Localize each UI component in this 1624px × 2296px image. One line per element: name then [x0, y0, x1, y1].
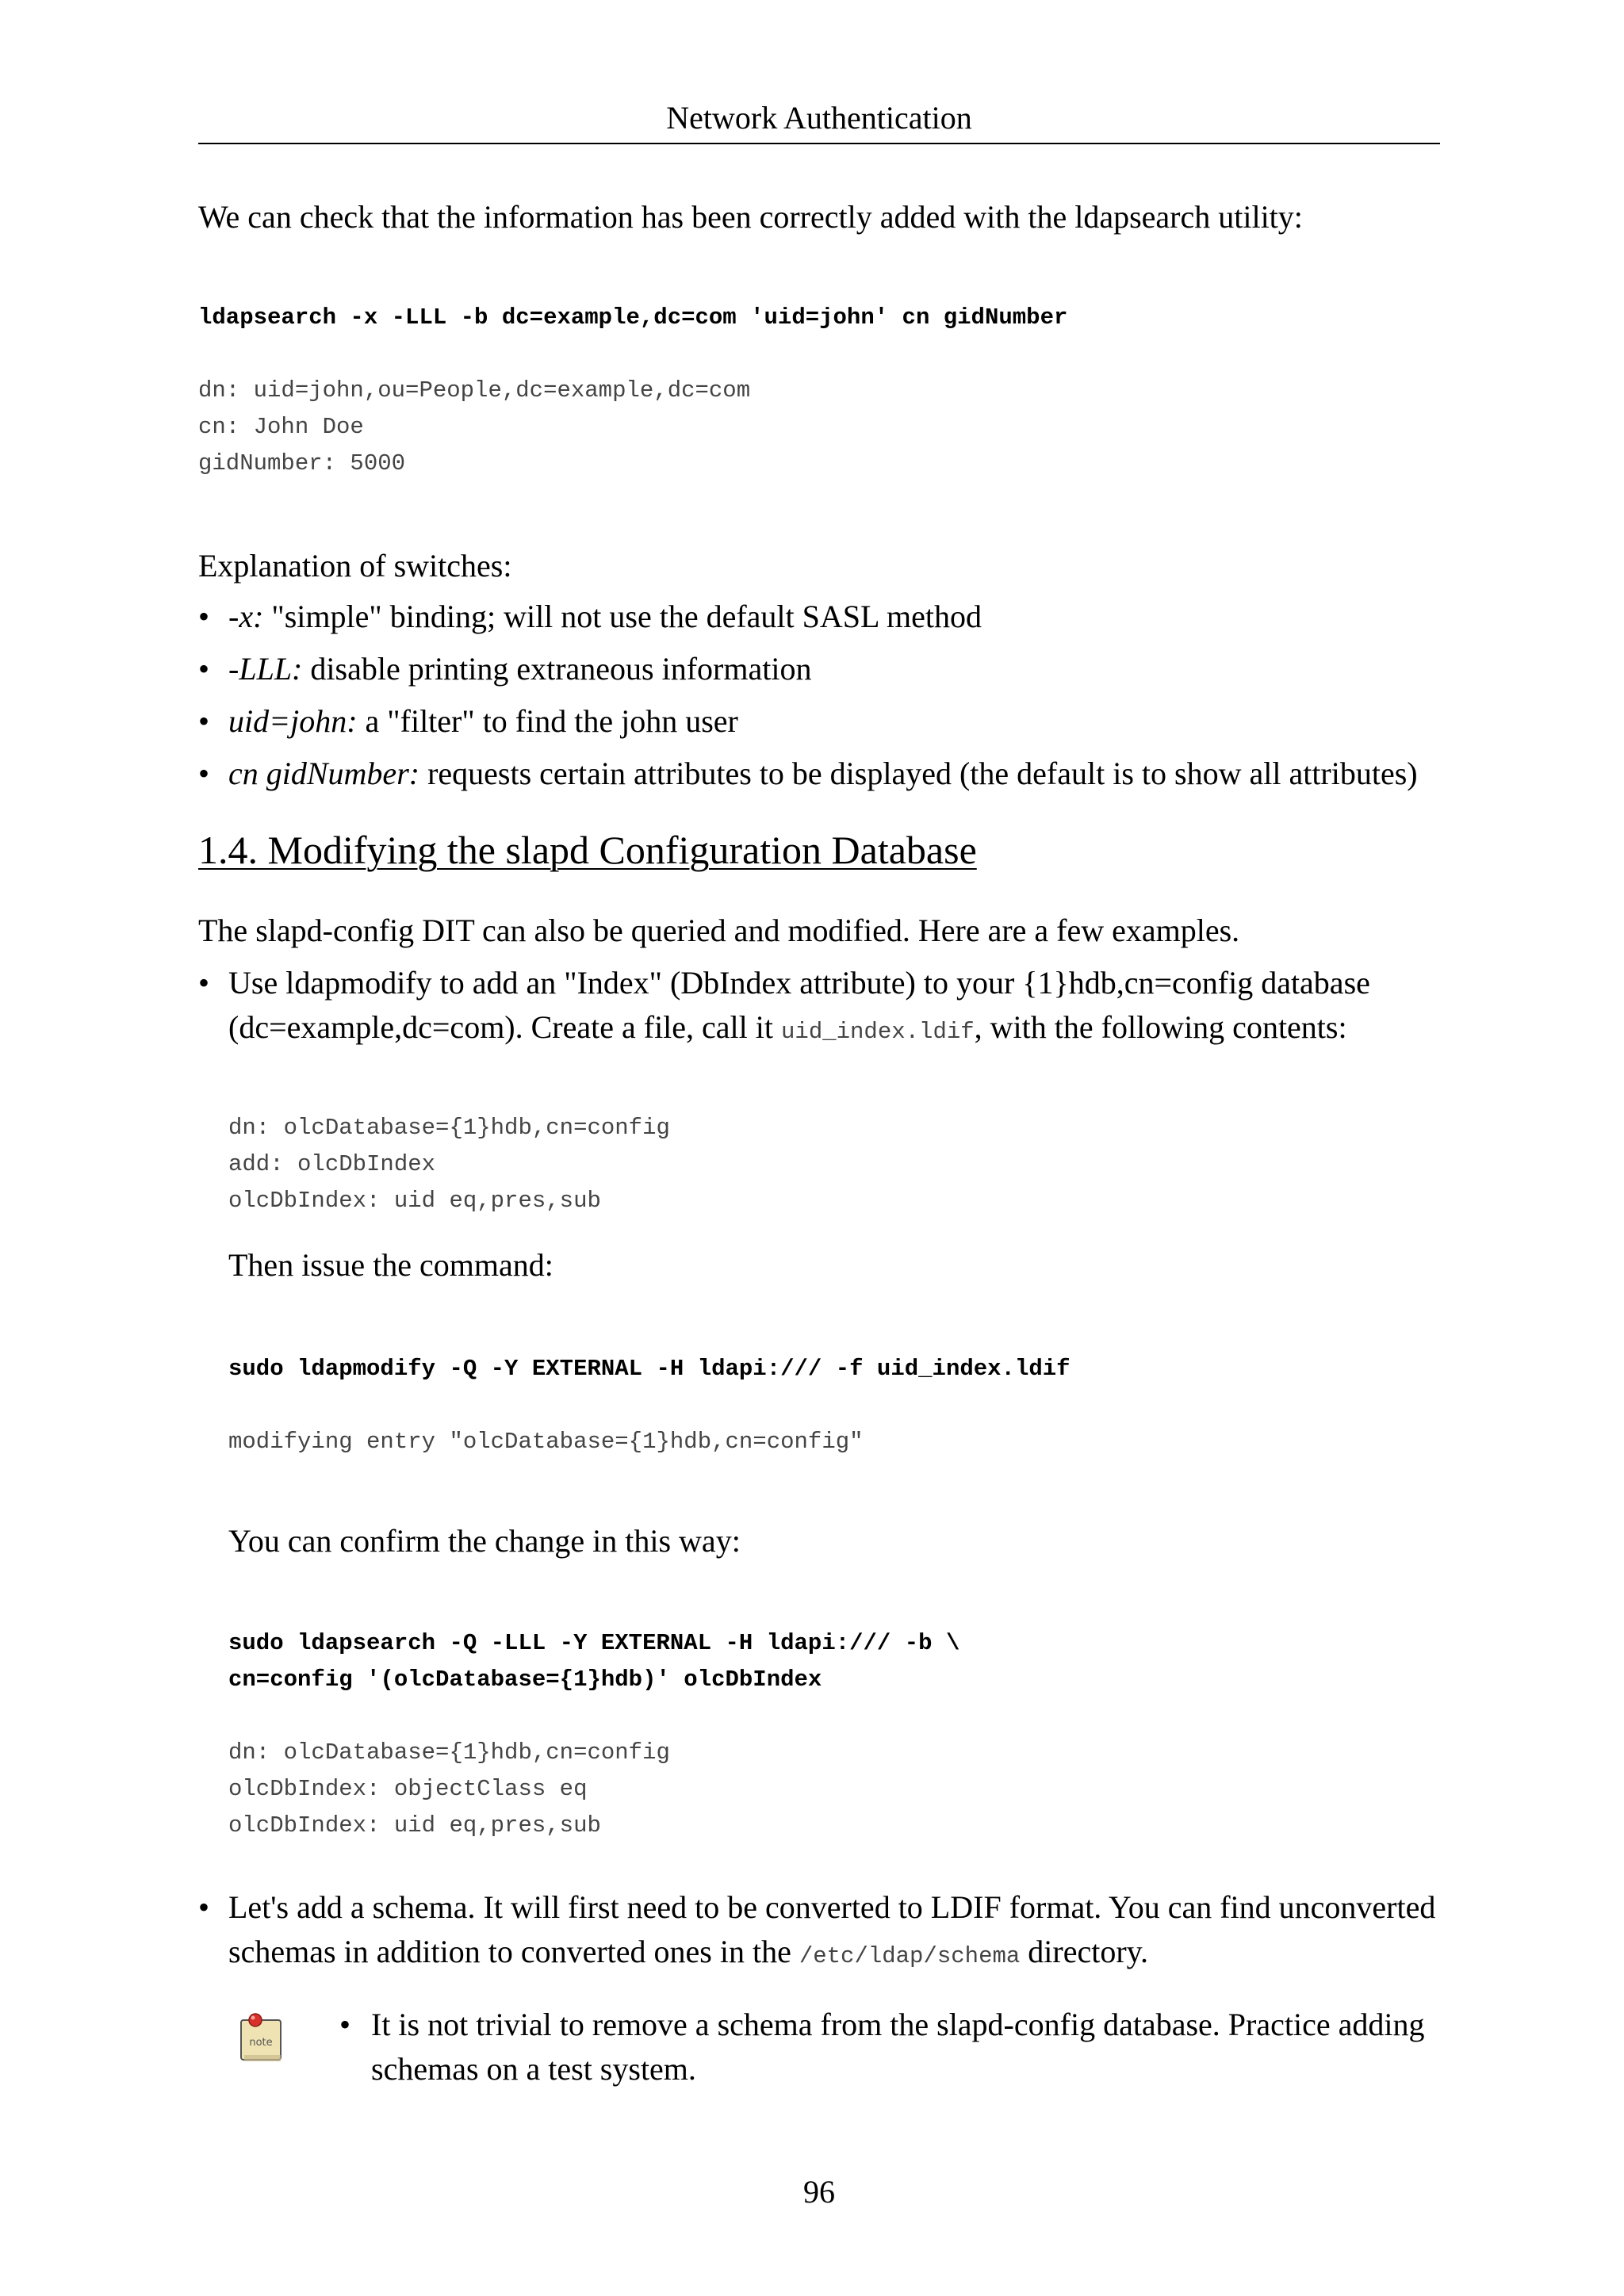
- output-line: olcDbIndex: uid eq,pres,sub: [228, 1812, 601, 1839]
- switch-desc: "simple" binding; will not use the default SASL method: [263, 599, 982, 634]
- bullet-icon: •: [198, 651, 210, 687]
- bullet-icon: •: [198, 965, 210, 1001]
- index-step-line1: Use ldapmodify to add an "Index" (DbIndex attribute) to your {1}hdb,cn=config database: [228, 965, 1370, 1001]
- switch-desc: disable printing extraneous information: [302, 651, 812, 687]
- index-step-text: [228, 961, 1465, 1054]
- filename-code: uid_index.ldif: [781, 1019, 975, 1045]
- list-item: [198, 752, 1459, 796]
- list-item: [198, 699, 1459, 744]
- section-title: 1.4. Modifying the slapd Configuration Database: [198, 828, 977, 872]
- issue-command-text: Then issue the command:: [228, 1247, 553, 1283]
- switch-term: -x:: [228, 599, 264, 634]
- note-icon: [236, 2009, 287, 2066]
- list-item: [198, 595, 1459, 639]
- confirm-text: You can confirm the change in this way:: [228, 1523, 741, 1559]
- running-header: Network Authentication: [666, 100, 972, 136]
- ldif-line: add: olcDbIndex: [228, 1151, 436, 1177]
- switch-desc: requests certain attributes to be displayed (the default is to show all attributes): [419, 756, 1418, 791]
- note-line1: It is not trivial to remove a schema from the slapd-config database. Practice adding: [371, 2007, 1425, 2042]
- switches-list: [198, 595, 1459, 804]
- output-line: olcDbIndex: objectClass eq: [228, 1776, 588, 1802]
- output-line: gidNumber: 5000: [198, 450, 406, 476]
- output-line: dn: uid=john,ou=People,dc=example,dc=com: [198, 377, 751, 404]
- switch-term: cn gidNumber:: [228, 756, 420, 791]
- schema-step-text: [228, 1885, 1465, 1979]
- bullet-icon: •: [198, 1889, 210, 1925]
- output-line: cn: John Doe: [198, 414, 364, 440]
- bullet-icon: •: [198, 599, 210, 634]
- section-intro: The slapd-config DIT can also be queried and modified. Here are a few examples.: [198, 913, 1240, 948]
- switch-term: -LLL:: [228, 651, 303, 687]
- ldapmodify-command: sudo ldapmodify -Q -Y EXTERNAL -H ldapi:/// -f uid_index.ldif: [228, 1356, 1071, 1382]
- ldapsearch-command: ldapsearch -x -LLL -b dc=example,dc=com 'uid=john' cn gidNumber: [198, 304, 1068, 331]
- ldif-contents: [228, 1110, 670, 1219]
- ldif-line: dn: olcDatabase={1}hdb,cn=config: [228, 1115, 670, 1141]
- switch-desc: a "filter" to find the john user: [357, 703, 738, 739]
- output-line: dn: olcDatabase={1}hdb,cn=config: [228, 1739, 670, 1766]
- bullet-icon: •: [198, 756, 210, 791]
- note-text: [371, 2003, 1465, 2091]
- confirm-command: [228, 1625, 959, 1698]
- ldapsearch-output: [198, 373, 750, 482]
- bullet-icon: •: [339, 2007, 351, 2042]
- note-line2: schemas on a test system.: [371, 2051, 696, 2087]
- page-number: 96: [803, 2174, 835, 2210]
- confirm-output: [228, 1735, 670, 1844]
- command-line: cn=config '(olcDatabase={1}hdb)' olcDbIndex: [228, 1667, 822, 1693]
- schema-step-line1: Let's add a schema. It will first need to be converted to LDIF format. You can find unconverted: [228, 1889, 1436, 1925]
- header-rule: [198, 143, 1440, 144]
- ldif-line: olcDbIndex: uid eq,pres,sub: [228, 1188, 601, 1214]
- switches-heading: Explanation of switches:: [198, 548, 512, 584]
- index-step-line2-end: , with the following contents:: [974, 1009, 1347, 1045]
- bullet-icon: •: [198, 703, 210, 739]
- ldapmodify-output: modifying entry "olcDatabase={1}hdb,cn=config": [228, 1429, 864, 1455]
- note-icon-label: note: [249, 2037, 273, 2049]
- intro-paragraph: We can check that the information has been correctly added with the ldapsearch utility:: [198, 199, 1303, 235]
- index-step-line2-start: (dc=example,dc=com). Create a file, call it: [228, 1009, 782, 1045]
- schema-step-line2-end: directory.: [1020, 1934, 1149, 1969]
- list-item: [198, 647, 1459, 691]
- schema-step-line2-start: schemas in addition to converted ones in the: [228, 1934, 799, 1969]
- schema-path-code: /etc/ldap/schema: [799, 1943, 1021, 1969]
- command-line: sudo ldapsearch -Q -LLL -Y EXTERNAL -H ldapi:/// -b \: [228, 1630, 960, 1656]
- switch-term: uid=john:: [228, 703, 358, 739]
